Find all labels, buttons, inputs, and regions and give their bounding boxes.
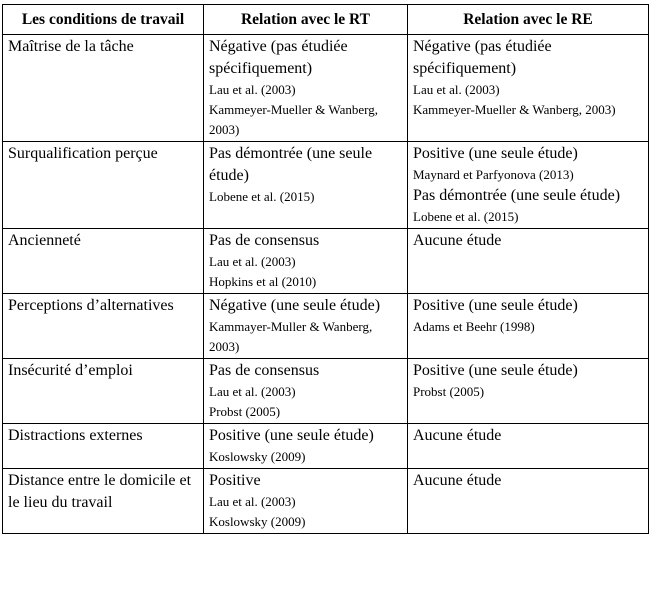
re-cell: Positive (une seule étude) Adams et Beehr (1998) (408, 294, 649, 359)
table-row (3, 229, 649, 294)
reference: Adams et Beehr (1998) (413, 319, 535, 334)
table-row (3, 294, 649, 359)
reference: Kammeyer-Mueller & Wanberg, 2003) (209, 102, 378, 137)
reference: Lau et al. (2003) (413, 82, 500, 97)
reference: Lobene et al. (2015) (413, 209, 519, 224)
rt-cell: Positive (une seule étude) Koslowsky (2009) (204, 424, 408, 469)
rt-cell: Négative (pas étudiée spécifiquement) Lau et al. (2003) Kammeyer-Mueller & Wanberg, 2003) (204, 35, 408, 142)
re-cell: Positive (une seule étude) Probst (2005) (408, 359, 649, 424)
table-row (3, 142, 649, 229)
reference: Lau et al. (2003) (209, 494, 296, 509)
condition-cell: Distractions externes (3, 424, 204, 469)
reference: Koslowsky (2009) (209, 514, 306, 529)
table-row (3, 35, 649, 142)
condition-cell: Perceptions d’alternatives (3, 294, 204, 359)
table-row (3, 359, 649, 424)
header-row (3, 5, 649, 35)
rt-cell: Pas démontrée (une seule étude) Lobene et al. (2015) (204, 142, 408, 229)
table-row (3, 469, 649, 534)
reference: Probst (2005) (413, 384, 485, 399)
rt-cell: Pas de consensus Lau et al. (2003) Probst (2005) (204, 359, 408, 424)
reference: Maynard et Parfyonova (2013) (413, 167, 574, 182)
reference: Kammeyer-Mueller & Wanberg, 2003) (413, 102, 616, 117)
reference: Lobene et al. (2015) (209, 189, 315, 204)
re-cell: Négative (pas étudiée spécifiquement) Lau et al. (2003) Kammeyer-Mueller & Wanberg, 2003) (408, 35, 649, 142)
header-conditions: Les conditions de travail (3, 5, 204, 35)
reference: Koslowsky (2009) (209, 449, 306, 464)
re-cell: Aucune étude (408, 229, 649, 294)
rt-cell: Pas de consensus Lau et al. (2003) Hopkins et al (2010) (204, 229, 408, 294)
re-cell: Aucune étude (408, 424, 649, 469)
rt-cell: Négative (une seule étude) Kammayer-Muller & Wanberg, 2003) (204, 294, 408, 359)
rt-cell: Positive Lau et al. (2003) Koslowsky (2009) (204, 469, 408, 534)
re-cell: Positive (une seule étude) Maynard et Parfyonova (2013) Pas démontrée (une seule étude) Lobene et al. (2015) (408, 142, 649, 229)
reference: Probst (2005) (209, 404, 281, 419)
conditions-table (2, 4, 649, 534)
header-rt: Relation avec le RT (204, 5, 408, 35)
re-cell: Aucune étude (408, 469, 649, 534)
condition-cell: Insécurité d’emploi (3, 359, 204, 424)
condition-cell: Maîtrise de la tâche (3, 35, 204, 142)
condition-cell: Distance entre le domicile et le lieu du travail (3, 469, 204, 534)
table-row (3, 424, 649, 469)
reference: Lau et al. (2003) (209, 82, 296, 97)
reference: Hopkins et al (2010) (209, 274, 317, 289)
reference: Lau et al. (2003) (209, 384, 296, 399)
reference: Kammayer-Muller & Wanberg, 2003) (209, 319, 373, 354)
header-re: Relation avec le RE (408, 5, 649, 35)
condition-cell: Ancienneté (3, 229, 204, 294)
reference: Lau et al. (2003) (209, 254, 296, 269)
condition-cell: Surqualification perçue (3, 142, 204, 229)
